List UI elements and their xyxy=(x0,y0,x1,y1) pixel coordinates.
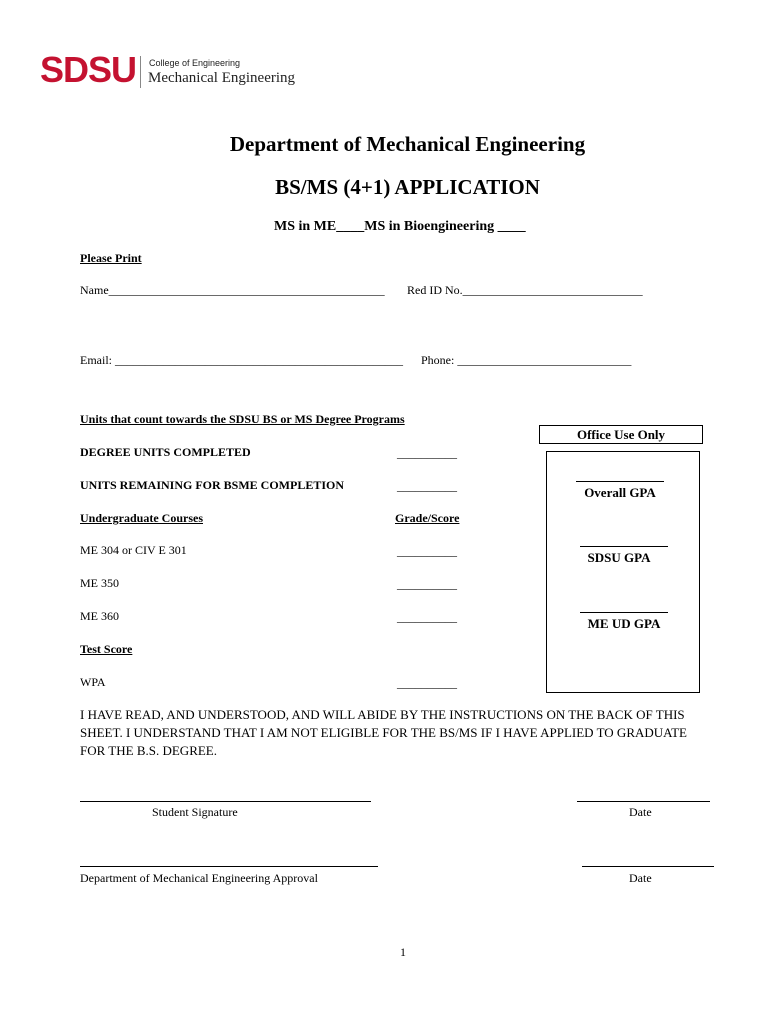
department-name: Mechanical Engineering xyxy=(148,70,296,86)
test-score-heading: Test Score xyxy=(80,642,133,656)
student-signature-label: Student Signature xyxy=(152,805,238,819)
me-ud-gpa-line xyxy=(580,612,668,613)
page-number: 1 xyxy=(400,945,406,959)
me350-label: ME 350 xyxy=(80,576,119,590)
sdsu-logo: SDSU xyxy=(40,49,137,90)
date-label-2: Date xyxy=(629,871,652,885)
sdsu-gpa-label: SDSU GPA xyxy=(587,550,651,565)
office-use-header: Office Use Only xyxy=(539,425,703,444)
units-heading: Units that count towards the SDSU BS or MS Degree Programs xyxy=(80,412,405,426)
date-label-1: Date xyxy=(629,805,652,819)
college-name: College of Engineering xyxy=(149,58,241,68)
undergrad-courses-heading: Undergraduate Courses xyxy=(80,511,203,525)
please-print-label: Please Print xyxy=(80,251,142,265)
page-title: Department of Mechanical Engineering xyxy=(229,132,586,156)
red-id-field[interactable]: Red ID No.______________________________ xyxy=(407,283,643,297)
date-line-2[interactable] xyxy=(582,866,714,867)
student-signature-line[interactable] xyxy=(80,801,371,802)
name-field[interactable]: Name______________________________________________ xyxy=(80,283,385,297)
me304-blank[interactable]: __________ xyxy=(397,544,457,558)
degree-units-label: DEGREE UNITS COMPLETED xyxy=(80,445,251,459)
me304-label: ME 304 or CIV E 301 xyxy=(80,543,187,557)
program-selection-line: MS in ME____MS in Bioengineering ____ xyxy=(274,219,526,234)
grade-score-heading: Grade/Score xyxy=(395,511,460,525)
me360-blank[interactable]: __________ xyxy=(397,610,457,624)
application-title: BS/MS (4+1) APPLICATION xyxy=(275,175,540,199)
units-remaining-blank[interactable]: __________ xyxy=(397,479,457,493)
acknowledgement-statement: I HAVE READ, AND UNDERSTOOD, AND WILL ABIDE BY THE INSTRUCTIONS ON THE BACK OF THIS SHEET. I UNDERSTAND THAT I AM NOT ELIGIBLE FOR THE BS/MS IF I HAVE APPLIED TO GRADUATE FOR THE B.S. DEGREE. xyxy=(80,707,687,758)
dept-approval-label: Department of Mechanical Engineering Approval xyxy=(80,871,318,885)
overall-gpa-line xyxy=(576,481,664,482)
sdsu-gpa-line xyxy=(580,546,668,547)
me360-label: ME 360 xyxy=(80,609,119,623)
me350-blank[interactable]: __________ xyxy=(397,577,457,591)
phone-field[interactable]: Phone: _____________________________ xyxy=(421,353,632,367)
degree-units-blank[interactable]: __________ xyxy=(397,446,457,460)
date-line-1[interactable] xyxy=(577,801,710,802)
wpa-blank[interactable]: __________ xyxy=(397,676,457,690)
email-field[interactable]: Email: ________________________________________________ xyxy=(80,353,403,367)
units-remaining-label: UNITS REMAINING FOR BSME COMPLETION xyxy=(80,478,345,492)
me-ud-gpa-label: ME UD GPA xyxy=(587,616,661,631)
overall-gpa-label: Overall GPA xyxy=(584,485,656,500)
logo-divider xyxy=(140,56,141,88)
wpa-label: WPA xyxy=(80,675,106,689)
dept-approval-line[interactable] xyxy=(80,866,378,867)
